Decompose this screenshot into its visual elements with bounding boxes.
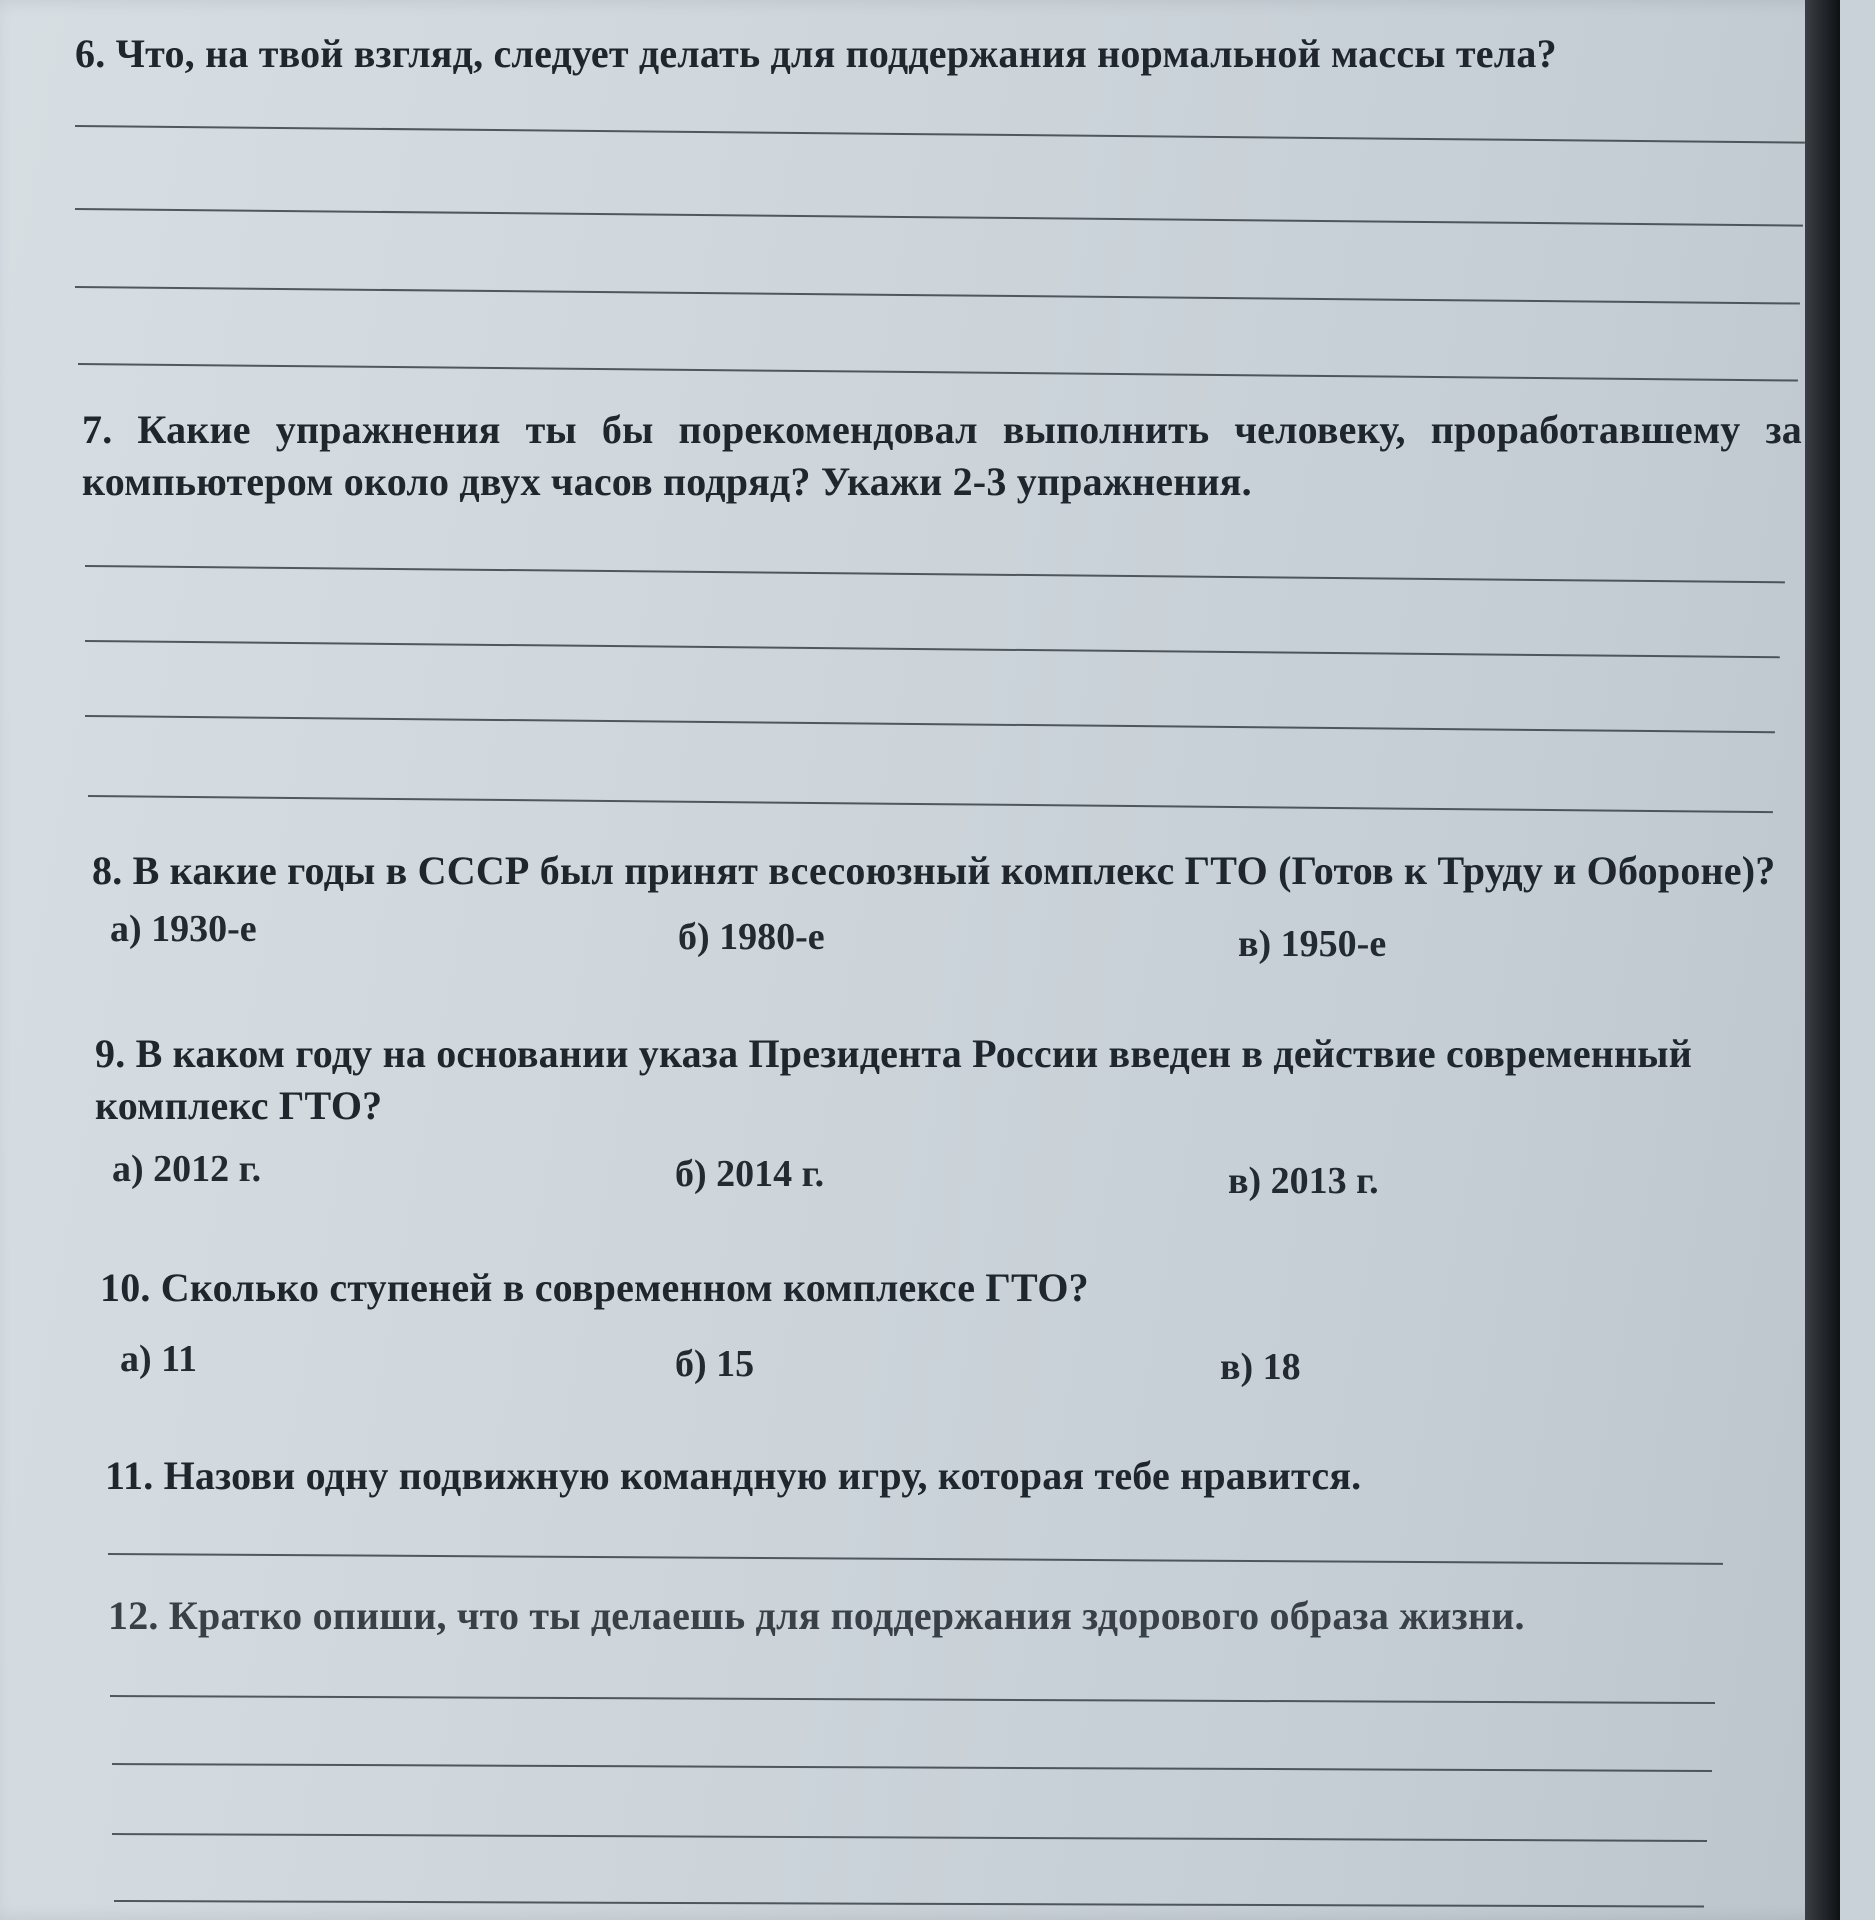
option-b[interactable]: б) 15 (675, 1343, 755, 1385)
question-11: 11. Назови одну подвижную командную игру, которая тебе нравится. (105, 1453, 1362, 1498)
option-c[interactable]: в) 18 (1220, 1346, 1301, 1388)
option-a[interactable]: а) 2012 г. (112, 1148, 262, 1190)
answer-line[interactable] (75, 286, 1800, 305)
answer-line[interactable] (85, 640, 1780, 658)
question-6: 6. Что, на твой взгляд, следует делать для поддержания нормальной массы тела? (75, 31, 1557, 76)
question-9: 9. В каком году на основании указа Президента России введен в действие современный комплекс ГТО? (95, 1031, 1692, 1128)
question-12: 12. Кратко опиши, что ты делаешь для поддержания здорового образа жизни. (108, 1593, 1525, 1638)
option-c[interactable]: в) 2013 г. (1228, 1160, 1379, 1202)
question-10: 10. Сколько ступеней в современном комплексе ГТО? (100, 1265, 1089, 1310)
option-a[interactable]: а) 1930-е (110, 908, 257, 950)
option-b[interactable]: б) 1980-е (678, 916, 825, 958)
answer-line[interactable] (85, 715, 1775, 733)
answer-line[interactable] (85, 565, 1785, 583)
answer-line[interactable] (114, 1900, 1704, 1908)
answer-line[interactable] (108, 1553, 1723, 1565)
answer-line[interactable] (75, 125, 1805, 144)
answer-line[interactable] (88, 795, 1773, 813)
answer-line[interactable] (75, 208, 1803, 227)
option-b[interactable]: б) 2014 г. (675, 1153, 825, 1195)
answer-line[interactable] (112, 1833, 1707, 1842)
answer-line[interactable] (78, 363, 1798, 382)
page-edge-shadow (1805, 0, 1840, 1920)
question-8: 8. В какие годы в СССР был принят всесоюзный комплекс ГТО (Готов к Труду и Обороне)? (92, 848, 1776, 893)
question-7: 7. Какие упражнения ты бы порекомендовал выполнить человеку, проработавшему за компьютером около двух часов подряд? Укажи 2-3 упражнения. (82, 407, 1802, 504)
answer-line[interactable] (112, 1763, 1712, 1772)
option-a[interactable]: а) 11 (120, 1338, 198, 1380)
answer-line[interactable] (110, 1695, 1715, 1704)
option-c[interactable]: в) 1950-е (1238, 923, 1387, 965)
